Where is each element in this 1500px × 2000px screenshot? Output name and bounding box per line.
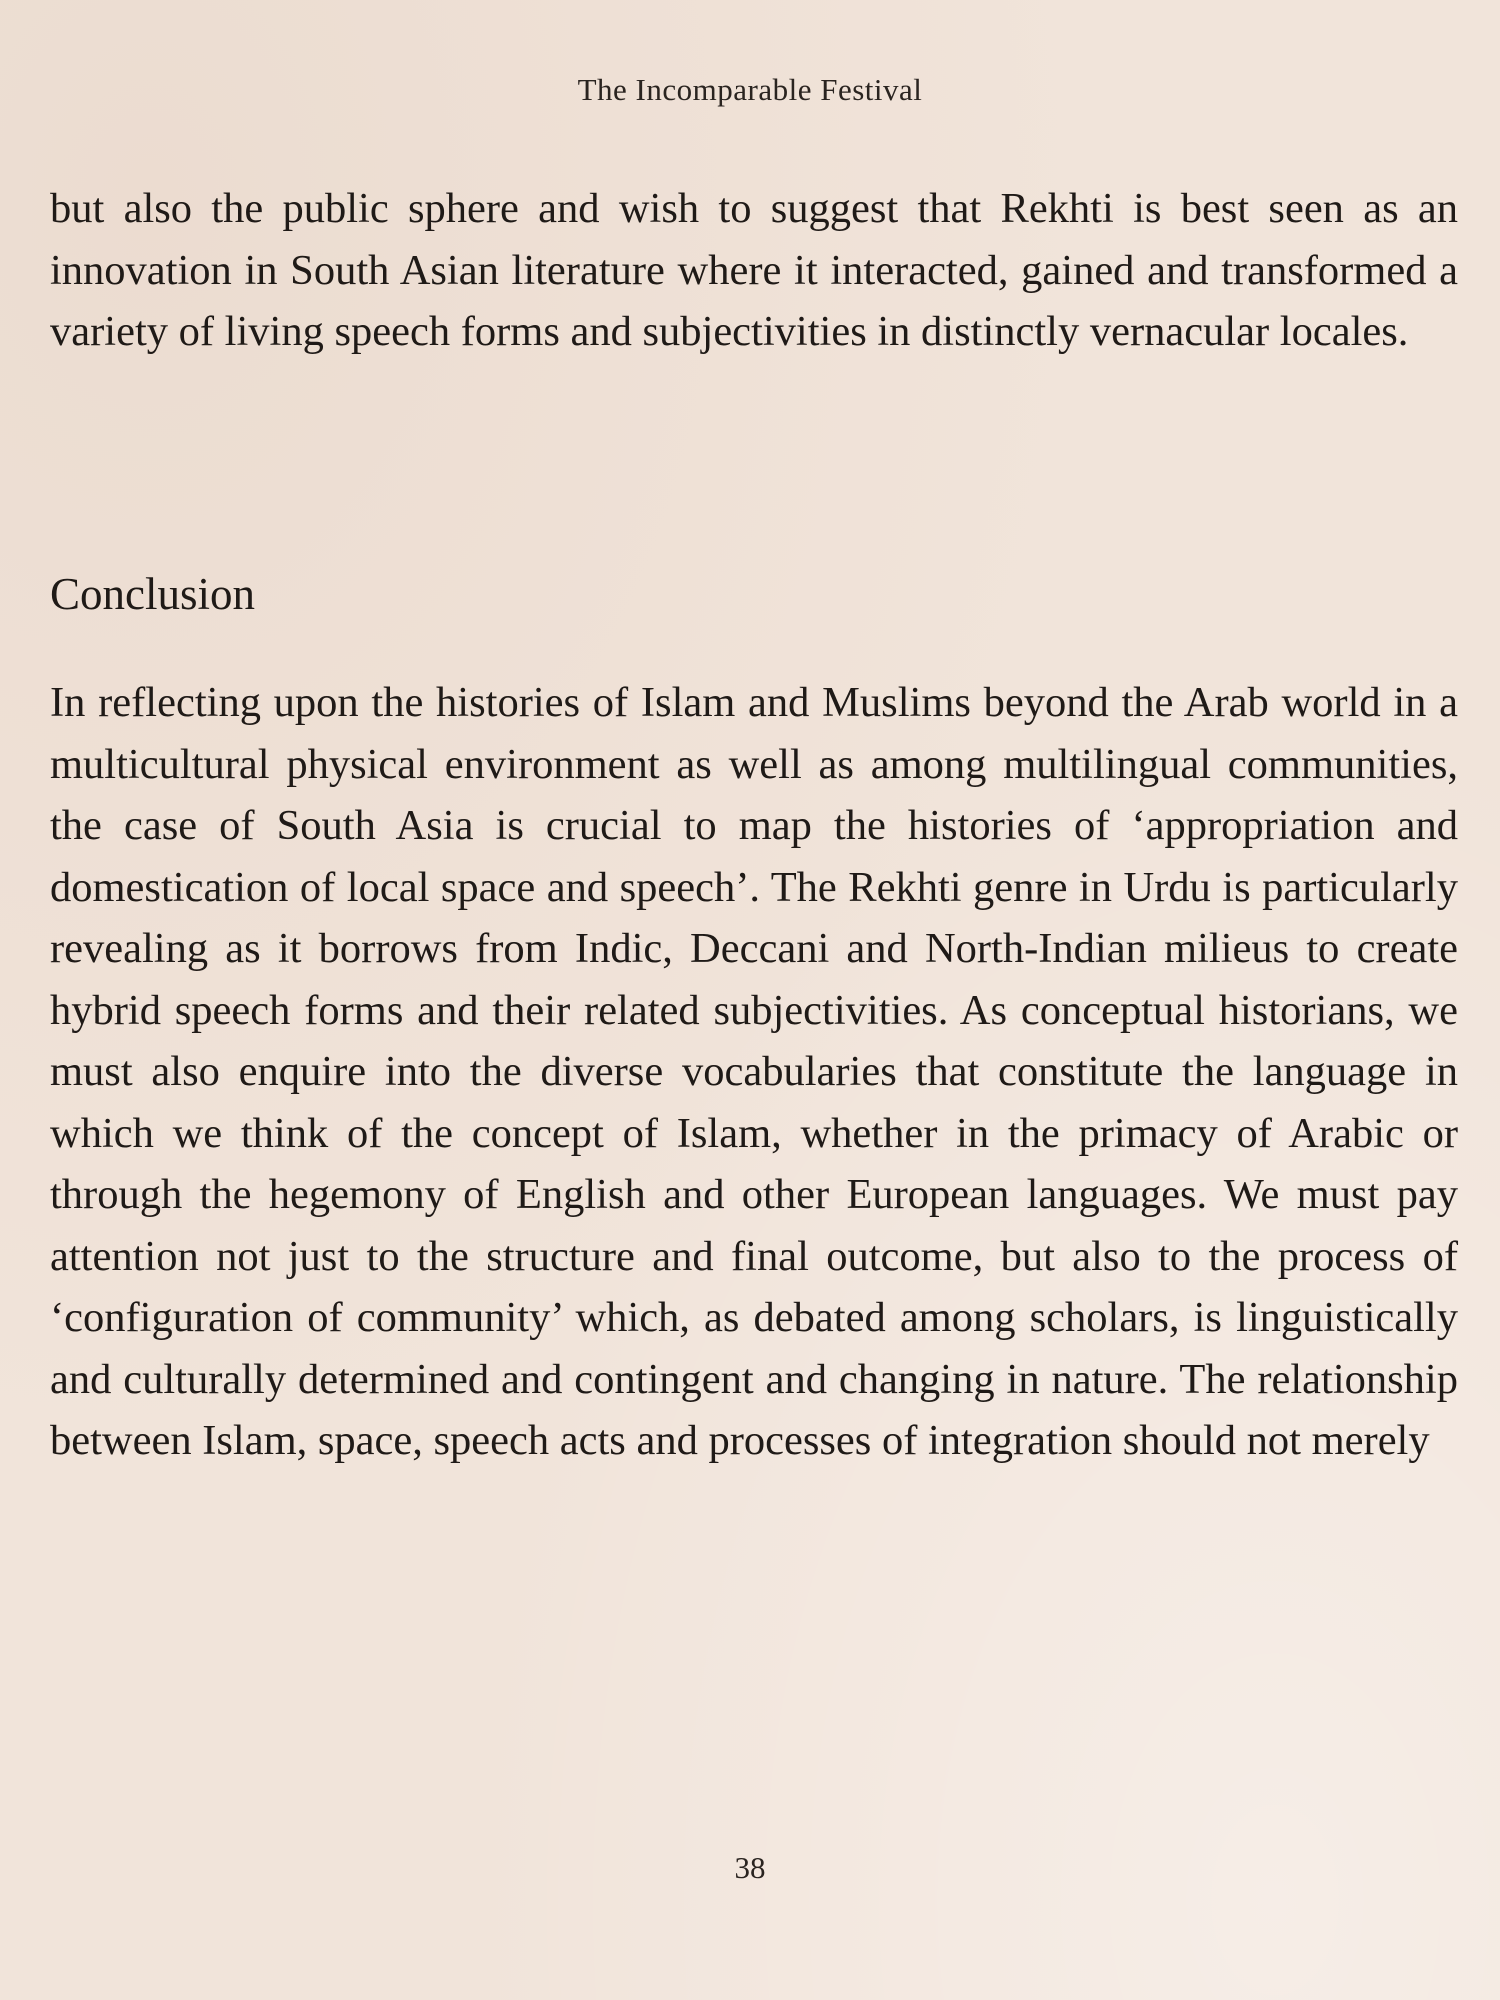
paragraph-continuation: but also the public sphere and wish to suggest that Rekhti is best seen as an innovation in South Asian literature where it interacted, gained and transformed a variety of living speech forms and subjectivities in distinctly vernacular locales.: [50, 185, 1458, 355]
paragraph-conclusion: In reflecting upon the histories of Islam and Muslims beyond the Arab world in a multicultural physical environment as well as among multilingual communities, the case of South Asia is crucial to map the histories of ‘appropriation and domestication of local space and speech’. The Rekhti genre in Urdu is particularly revealing as it borrows from Indic, Deccani and North-Indian milieus to create hybrid speech forms and their related subjectivities. As conceptual historians, we must also enquire into the diverse vocabularies that constitute the language in which we think of the concept of Islam, whether in the primacy of Arabic or through the hegemony of English and other European languages. We must pay attention not just to the structure and final outcome, but also to the process of ‘configuration of community’ which, as debated among scholars, is linguistically and culturally determined and contingent and changing in nature. The relationship between Islam, space, speech acts and processes of integration should not merely: [50, 679, 1458, 1464]
page-number: 38: [734, 1850, 766, 1885]
running-head: The Incomparable Festival: [577, 72, 923, 107]
section-heading-conclusion: Conclusion: [50, 569, 256, 619]
